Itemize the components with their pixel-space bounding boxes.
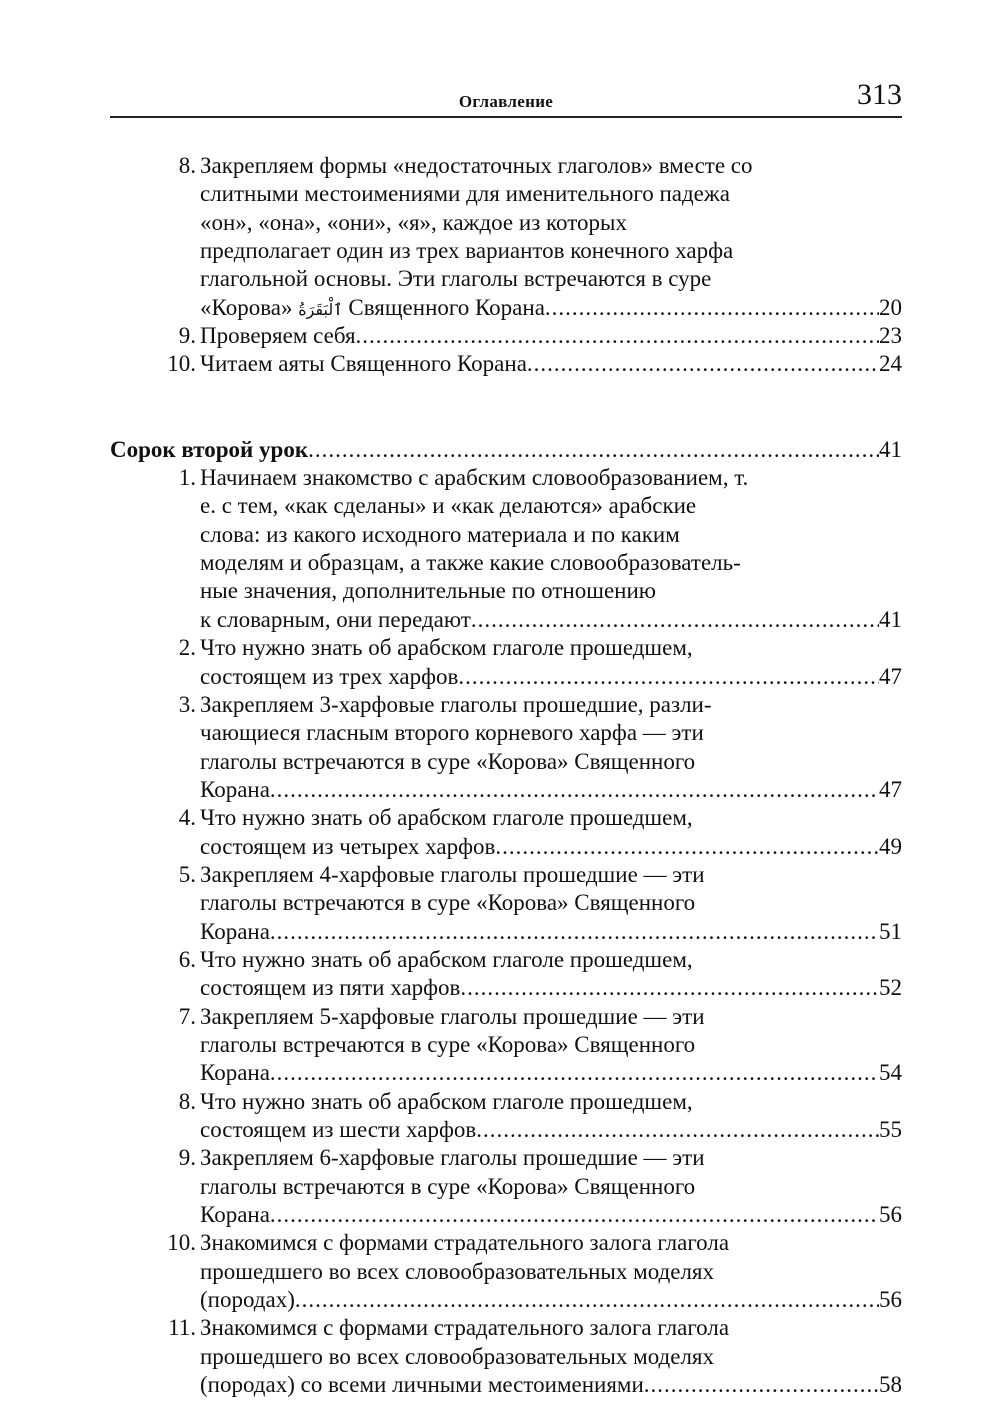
toc-line	[110, 833, 902, 861]
entry-page: 55	[879, 1117, 902, 1142]
entry-page: 52	[879, 975, 902, 1001]
entry-text: е. с тем, «как сделаны» и «как делаются» арабские	[200, 493, 697, 519]
toc-line	[110, 1371, 902, 1399]
toc-line	[110, 577, 902, 605]
entry-text: глаголы встречаются в суре «Корова» Священного	[200, 890, 696, 916]
toc-entry[interactable]	[110, 861, 902, 946]
toc-entry[interactable]	[110, 1229, 902, 1314]
entry-text: Знакомимся с формами страдательного залога глагола	[200, 1230, 730, 1256]
toc-line	[110, 152, 902, 180]
entry-text: Что нужно знать об арабском глаголе прошедшем,	[200, 946, 693, 972]
entry-text: «Корова»	[200, 294, 293, 320]
entry-text: Что нужно знать об арабском глаголе прошедшем,	[200, 805, 693, 831]
toc-line	[110, 1343, 902, 1371]
entry-text: прошедшего во всех словообразовательных моделях	[200, 1343, 714, 1369]
entry-page: 51	[879, 918, 902, 944]
entry-text: Что нужно знать об арабском глаголе прошедшем,	[200, 1088, 693, 1114]
entry-number: 6.	[178, 946, 196, 972]
entry-text: Священного Корана	[348, 294, 545, 320]
toc-line	[110, 1201, 902, 1229]
dot-leader	[495, 833, 879, 861]
table-of-contents	[110, 152, 902, 1399]
toc-line	[110, 719, 902, 747]
toc-line	[110, 237, 902, 265]
entry-number: 5.	[178, 861, 196, 887]
dot-leader	[458, 663, 879, 691]
dot-leader	[545, 294, 879, 324]
toc-entry[interactable]	[110, 946, 902, 1003]
entry-text: Знакомимся с формами страдательного залога глагола	[200, 1315, 730, 1341]
toc-line	[110, 1031, 902, 1059]
entry-text: глаголы встречаются в суре «Корова» Священного	[200, 748, 696, 774]
entry-text: предполагает один из трех вариантов конечного харфа	[200, 238, 734, 264]
toc-line	[110, 1314, 902, 1342]
entry-text: Закрепляем 5-харфовые глаголы прошедшие — эти	[200, 1003, 705, 1029]
entry-number: 8.	[178, 1088, 196, 1114]
entry-text: Корана	[200, 1060, 270, 1086]
section-heading[interactable]	[110, 436, 902, 464]
page-number: 313	[857, 78, 902, 111]
entry-number: 10.	[167, 351, 196, 377]
toc-line	[110, 1116, 902, 1144]
dot-leader	[460, 974, 879, 1002]
entry-page: 23	[879, 323, 902, 349]
entry-page: 58	[879, 1372, 902, 1398]
entry-page: 54	[879, 1060, 902, 1086]
toc-entry[interactable]	[110, 804, 902, 861]
entry-page: 47	[879, 663, 902, 689]
entry-text: состоящем из трех харфов	[200, 663, 459, 689]
toc-line	[110, 521, 902, 549]
entry-text: Закрепляем 6-харфовые глаголы прошедшие — эти	[200, 1145, 705, 1171]
toc-line	[110, 180, 902, 208]
toc-line	[110, 663, 902, 691]
toc-line	[110, 322, 902, 350]
entry-text: слитными местоимениями для именительного падежа	[200, 181, 730, 207]
toc-line	[110, 294, 902, 322]
entry-text: глагольной основы. Эти глаголы встречаются в суре	[200, 266, 712, 292]
toc-line	[110, 209, 902, 237]
dot-leader	[270, 1059, 879, 1087]
entry-text: Проверяем себя	[200, 323, 356, 349]
toc-entry[interactable]	[110, 1314, 902, 1399]
toc-line	[110, 1088, 902, 1116]
entry-text: глаголы встречаются в суре «Корова» Священного	[200, 1173, 696, 1199]
entry-text: Корана	[200, 776, 270, 802]
toc-line	[110, 1173, 902, 1201]
toc-entry[interactable]	[110, 322, 902, 350]
entry-text: состоящем из шести харфов	[200, 1117, 477, 1142]
toc-line	[110, 861, 902, 889]
entry-page: 56	[879, 1202, 902, 1228]
entry-text: Начинаем знакомство с арабским словообразованием, т.	[200, 465, 749, 491]
toc-line	[110, 974, 902, 1002]
toc-line	[110, 350, 902, 378]
entry-number: 3.	[178, 691, 196, 717]
entry-page: 49	[879, 833, 902, 859]
toc-entry[interactable]	[110, 350, 902, 378]
entry-text: «он», «она», «они», «я», каждое из которых	[200, 209, 627, 235]
toc-line	[110, 606, 902, 634]
entry-number: 4.	[178, 805, 196, 831]
toc-line	[110, 918, 902, 946]
dot-leader	[471, 606, 879, 634]
entry-number: 9.	[178, 1145, 196, 1171]
entry-number: 2.	[178, 635, 196, 661]
toc-line	[110, 492, 902, 520]
toc-entry[interactable]	[110, 1003, 902, 1088]
entry-text: состоящем из четырех харфов	[200, 833, 496, 859]
toc-entry[interactable]	[110, 1088, 902, 1145]
entry-text: к словарным, они передают	[200, 606, 471, 632]
entry-page: 41	[879, 606, 902, 632]
toc-entry[interactable]	[110, 1144, 902, 1229]
dot-leader	[527, 350, 879, 378]
entry-text: Закрепляем 4-харфовые глаголы прошедшие — эти	[200, 861, 705, 887]
entry-text: Закрепляем формы «недостаточных глаголов» вместе со	[200, 153, 753, 178]
dot-leader	[270, 776, 879, 804]
entry-text: прошедшего во всех словообразовательных моделях	[200, 1258, 714, 1284]
entry-page: 47	[879, 776, 902, 802]
entry-page: 20	[879, 294, 902, 320]
section-title: Сорок второй урок	[110, 436, 309, 462]
entry-text: Закрепляем 3-харфовые глаголы прошедшие, разли-	[200, 691, 712, 717]
toc-entry[interactable]	[110, 634, 902, 691]
toc-line	[110, 464, 902, 492]
toc-line	[110, 1258, 902, 1286]
entry-page: 56	[879, 1287, 902, 1313]
toc-entry[interactable]	[110, 464, 902, 634]
arabic-term: ٱلْبَقَرَةُ	[298, 299, 343, 319]
toc-entry[interactable]	[110, 691, 902, 804]
entry-number: 7.	[178, 1003, 196, 1029]
header-title: Оглавление	[458, 92, 554, 111]
toc-line	[110, 804, 902, 832]
entry-number: 9.	[178, 323, 196, 349]
toc-line	[110, 691, 902, 719]
toc-line	[110, 1286, 902, 1314]
dot-leader	[356, 322, 879, 350]
toc-line	[110, 946, 902, 974]
entry-text: состоящем из пяти харфов	[200, 975, 461, 1001]
toc-line	[110, 776, 902, 804]
toc-line	[110, 549, 902, 577]
entry-text: (породах)	[200, 1287, 295, 1313]
entry-number: 11.	[168, 1315, 196, 1341]
running-header	[110, 78, 902, 118]
entry-text: Корана	[200, 918, 270, 944]
entry-text: Корана	[200, 1202, 270, 1228]
entry-text: Читаем аяты Священного Корана	[200, 351, 527, 377]
toc-entry[interactable]	[110, 152, 902, 322]
toc-line	[110, 748, 902, 776]
dot-leader	[295, 1286, 879, 1314]
entry-number: 10.	[167, 1230, 196, 1256]
entry-number: 1.	[178, 465, 196, 491]
entry-text: Что нужно знать об арабском глаголе прошедшем,	[200, 635, 693, 661]
toc-line	[110, 1229, 902, 1257]
entry-page: 24	[879, 351, 902, 377]
dot-leader	[476, 1116, 879, 1144]
toc-line	[110, 889, 902, 917]
entry-text: глаголы встречаются в суре «Корова» Священного	[200, 1031, 696, 1057]
toc-line	[110, 265, 902, 293]
entry-text: моделям и образцам, а также какие словообразователь-	[200, 550, 741, 576]
entry-text: (породах) со всеми личными местоимениями	[200, 1372, 644, 1398]
toc-line	[110, 1003, 902, 1031]
entry-text: ные значения, дополнительные по отношению	[200, 578, 656, 604]
dot-leader	[270, 1201, 879, 1229]
entry-text: слова: из какого исходного материала и по каким	[200, 521, 680, 547]
toc-line	[110, 634, 902, 662]
toc-line	[110, 1144, 902, 1172]
dot-leader	[308, 436, 879, 464]
entry-number: 8.	[178, 153, 196, 178]
entry-text: чающиеся гласным второго корневого харфа — эти	[200, 720, 704, 746]
toc-line	[110, 1059, 902, 1087]
dot-leader	[270, 918, 879, 946]
section-page: 41	[879, 436, 902, 462]
dot-leader	[644, 1371, 879, 1399]
